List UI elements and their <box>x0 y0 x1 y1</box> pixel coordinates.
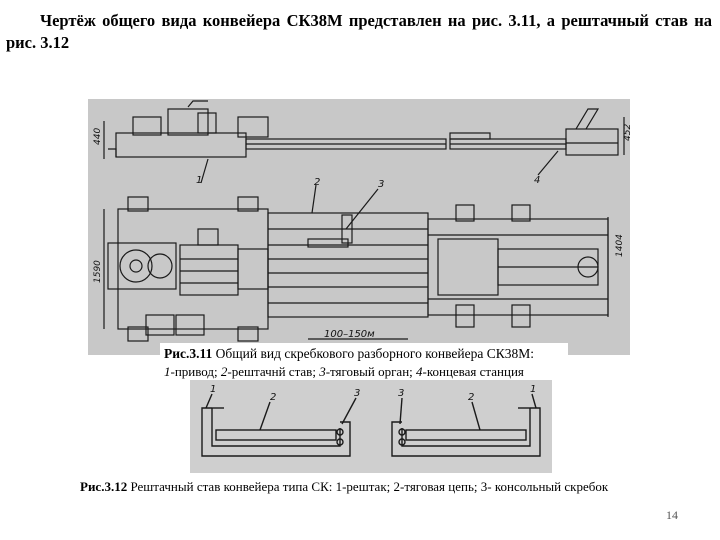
trough-right-callout-1: 1 <box>530 384 537 395</box>
caption-text: Общий вид скребкового разборного конвейера СК38М: <box>212 346 534 361</box>
trough-left-callout-2: 2 <box>270 392 277 403</box>
callout-1: 1 <box>196 175 203 186</box>
part-text-4: -концевая станция <box>422 364 524 379</box>
callout-4: 4 <box>534 175 541 186</box>
part-num-2: 2 <box>220 364 228 379</box>
dimension-1590: 1590 <box>93 260 103 283</box>
conveyor-technical-drawing <box>88 99 633 355</box>
callout-2: 2 <box>314 177 321 188</box>
dimension-452: 452 <box>623 123 633 141</box>
dimension-length: 100–150м <box>324 329 375 340</box>
dimension-1404: 1404 <box>615 234 625 257</box>
conveyor-drawing-figure <box>88 99 633 355</box>
figure-3-12-caption <box>80 479 680 495</box>
part-text-3: -тяговый орган; <box>325 364 417 379</box>
trough-right-callout-2: 2 <box>468 392 475 403</box>
caption-title: Рис.3.11 <box>164 346 213 361</box>
caption-2-title: Рис.3.12 <box>80 479 128 494</box>
trough-right-callout-3: 3 <box>398 388 405 399</box>
trough-section-drawing <box>190 380 552 473</box>
callout-3: 3 <box>378 179 385 190</box>
part-text-1: -привод; <box>170 364 221 379</box>
caption-parts <box>164 363 564 381</box>
caption-2-text: Рештачный став конвейера типа СК: 1-рештак; 2-тяговая цепь; 3- консольный скребок <box>127 479 609 494</box>
part-num-1: 1 <box>164 364 171 379</box>
trough-left-callout-3: 3 <box>354 388 361 399</box>
part-num-4: 4 <box>416 364 423 379</box>
part-text-2: -рештачнй став; <box>227 364 320 379</box>
figure-3-11-caption <box>160 343 568 383</box>
trough-left-callout-1: 1 <box>210 384 217 395</box>
page-number: 14 <box>666 508 678 522</box>
trough-section-figure <box>190 380 552 473</box>
heading-paragraph: Чертёж общего вида конвейера СК38М представлен на рис. 3.11, а рештачный став на рис. 3.12 <box>6 11 712 52</box>
part-num-3: 3 <box>319 364 326 379</box>
dimension-440: 440 <box>93 127 103 145</box>
